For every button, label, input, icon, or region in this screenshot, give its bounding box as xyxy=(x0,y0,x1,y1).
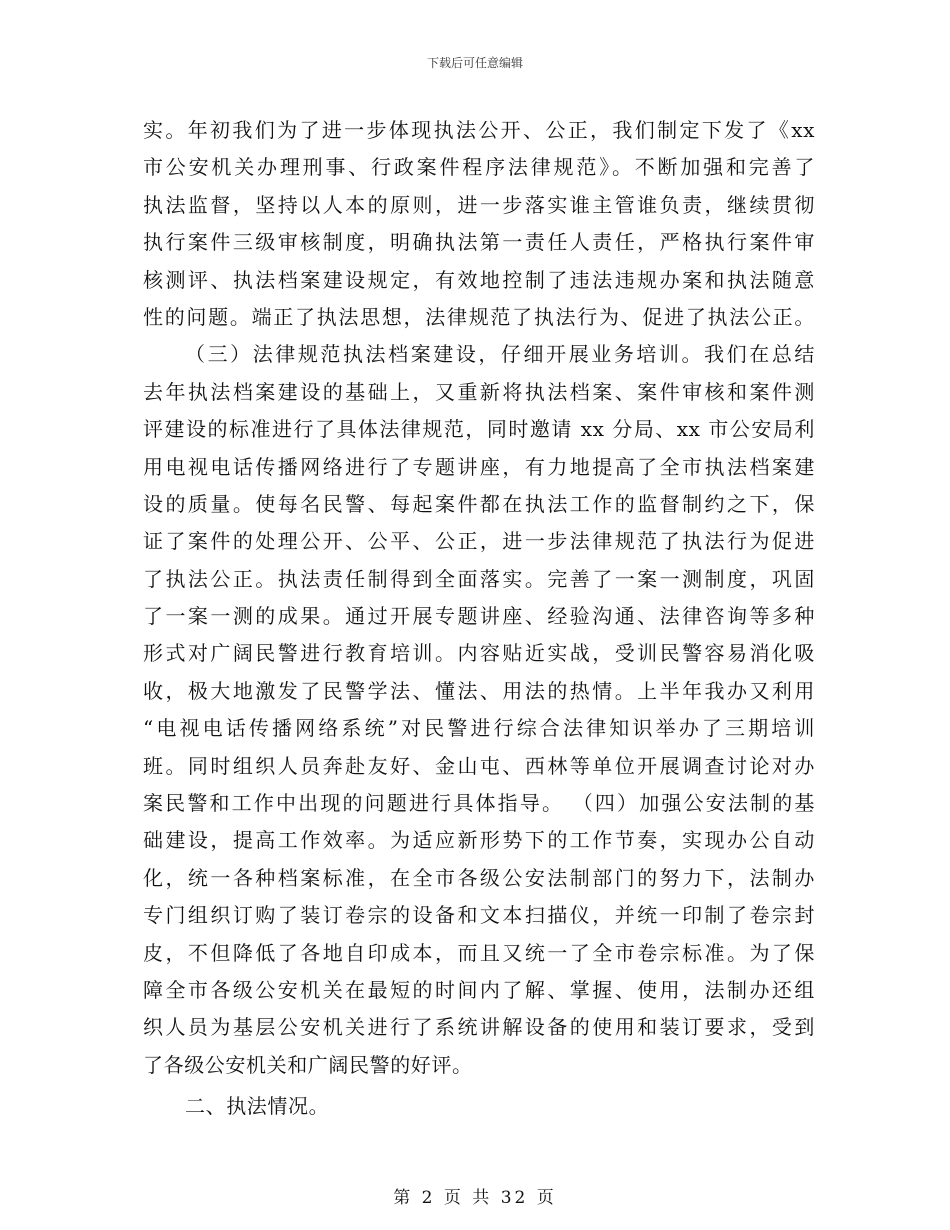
text-line: 班。同时组织人员奔赴友好、金山屯、西林等单位开展调查讨论对办 xyxy=(143,753,815,778)
text-line: “电视电话传播网络系统”对民警进行综合法律知识举办了三期培训 xyxy=(143,716,815,741)
text-line: 核测评、执法档案建设规定，有效地控制了违法违规办案和执法随意 xyxy=(143,267,815,292)
text-line: 障全市各级公安机关在最短的时间内了解、掌握、使用，法制办还组 xyxy=(143,977,815,1002)
text-line: 收，极大地激发了民警学法、懂法、用法的热情。上半年我办又利用 xyxy=(143,678,815,703)
page-header: 下载后可任意编辑 xyxy=(426,56,523,70)
text-line: 形式对广阔民警进行教育培训。内容贴近实战，受训民警容易消化吸 xyxy=(143,641,815,666)
text-line: 化，统一各种档案标准，在全市各级公安法制部门的努力下，法制办 xyxy=(143,865,815,890)
text-line: 证了案件的处理公开、公平、公正，进一步法律规范了执法行为促进 xyxy=(143,529,815,554)
text-line: 评建设的标准进行了具体法律规范，同时邀请 xx 分局、xx 市公安局利 xyxy=(143,417,815,442)
text-line: 案民警和工作中出现的问题进行具体指导。 （四）加强公安法制的基 xyxy=(143,791,815,816)
text-line: 实。年初我们为了进一步体现执法公开、公正，我们制定下发了《xx xyxy=(143,118,815,142)
text-line: 设的质量。使每名民警、每起案件都在执法工作的监督制约之下，保 xyxy=(143,491,815,516)
text-line: 础建设，提高工作效率。为适应新形势下的工作节奏，实现办公自动 xyxy=(143,828,815,853)
text-line: 市公安机关办理刑事、行政案件程序法律规范》。不断加强和完善了 xyxy=(143,155,815,180)
text-line: 了一案一测的成果。通过开展专题讲座、经验沟通、法律咨询等多种 xyxy=(143,604,815,629)
text-line: 执法监督，坚持以人本的原则，进一步落实谁主管谁负责，继续贯彻 xyxy=(143,192,815,217)
text-line: 织人员为基层公安机关进行了系统讲解设备的使用和装订要求，受到 xyxy=(143,1015,815,1040)
text-line: 皮，不但降低了各地自印成本，而且又统一了全市卷宗标准。为了保 xyxy=(143,940,815,965)
text-line: 去年执法档案建设的基础上，又重新将执法档案、案件审核和案件测 xyxy=(143,379,815,404)
text-line: 了执法公正。执法责任制得到全面落实。完善了一案一测制度，巩固 xyxy=(143,566,815,591)
document-body xyxy=(143,112,815,1126)
text-line: 了各级公安机关和广阔民警的好评。 xyxy=(143,1052,473,1077)
section-heading-line: 二、执法情况。 xyxy=(185,1094,330,1119)
text-line: 执行案件三级审核制度，明确执法第一责任人责任，严格执行案件审 xyxy=(143,230,815,255)
paragraph-heading-line: （三）法律规范执法档案建设，仔细开展业务培训。我们在总结 xyxy=(185,342,815,367)
page-number-footer: 第 2 页 共 32 页 xyxy=(393,1188,557,1208)
text-line: 用电视电话传播网络进行了专题讲座，有力地提高了全市执法档案建 xyxy=(143,454,815,479)
text-line: 专门组织订购了装订卷宗的设备和文本扫描仪，并统一印制了卷宗封 xyxy=(143,903,815,928)
text-line: 性的问题。端正了执法思想，法律规范了执法行为、促进了执法公正。 xyxy=(143,304,815,329)
